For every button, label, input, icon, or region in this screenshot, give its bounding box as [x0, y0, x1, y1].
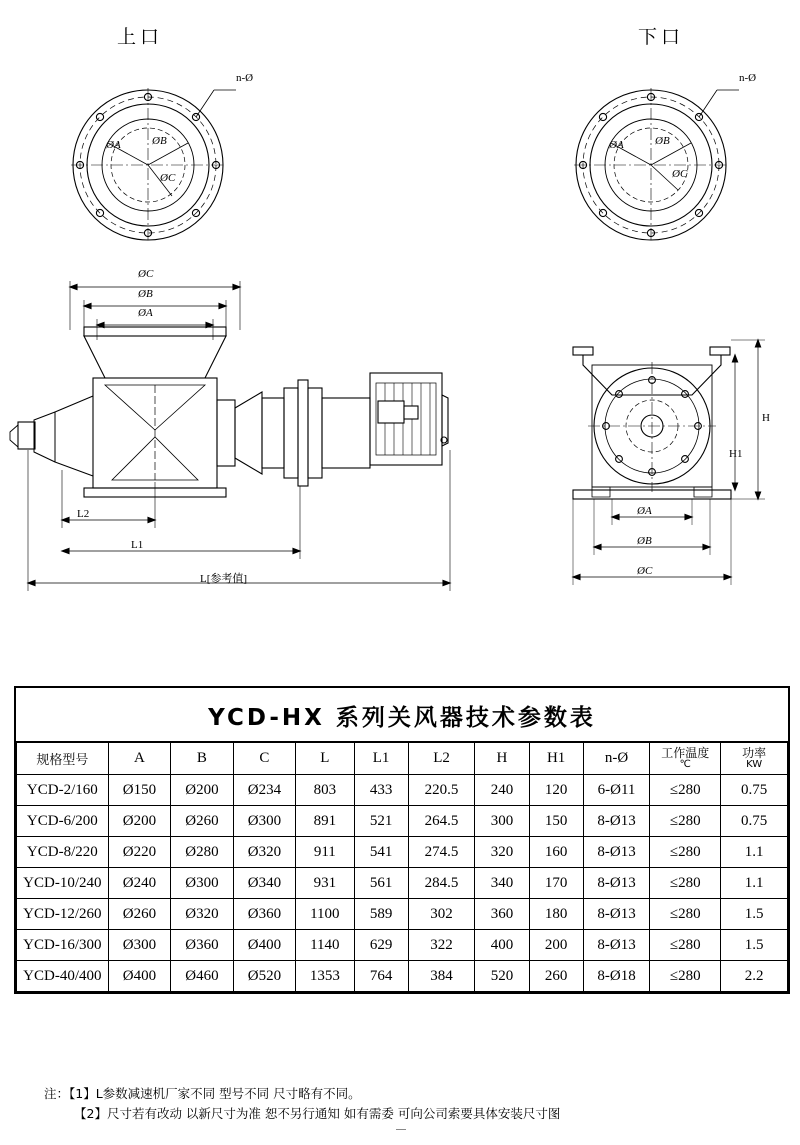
cell-l2: 302 [408, 899, 475, 930]
table-row [17, 837, 788, 868]
cell-c: Ø360 [233, 899, 296, 930]
cell-power: 1.5 [721, 899, 788, 930]
col-l1: L1 [354, 743, 408, 775]
dim-label-dia-c-front: ØC [138, 268, 154, 280]
dim-label-l: L[参考值] [200, 573, 248, 585]
label-dia-a-top: ØA [106, 139, 121, 151]
cell-c: Ø340 [233, 868, 296, 899]
cell-b: Ø280 [171, 837, 234, 868]
cell-n-phi: 8-Ø13 [583, 930, 650, 961]
dim-label-dia-a-front: ØA [138, 307, 153, 319]
cell-h1: 150 [529, 806, 583, 837]
spec-table [16, 688, 788, 992]
cell-model: YCD-12/260 [17, 899, 109, 930]
cell-a: Ø150 [108, 775, 171, 806]
label-dia-b-top: ØB [152, 135, 167, 147]
cell-b: Ø300 [171, 868, 234, 899]
cell-a: Ø220 [108, 837, 171, 868]
cell-l: 931 [296, 868, 354, 899]
col-power-unit: KW [746, 758, 763, 770]
col-power-stack [723, 747, 785, 770]
cell-a: Ø240 [108, 868, 171, 899]
dim-label-dia-b-side: ØB [637, 535, 652, 547]
cell-model: YCD-40/400 [17, 961, 109, 992]
cell-model: YCD-8/220 [17, 837, 109, 868]
col-h: H [475, 743, 529, 775]
cell-l2: 220.5 [408, 775, 475, 806]
col-model: 规格型号 [17, 743, 109, 775]
label-dia-b-bottom: ØB [655, 135, 670, 147]
cell-h1: 200 [529, 930, 583, 961]
table-row [17, 899, 788, 930]
cell-c: Ø234 [233, 775, 296, 806]
notes-line-2 [44, 1104, 560, 1124]
cell-l1: 764 [354, 961, 408, 992]
table-row [17, 775, 788, 806]
label-dia-a-bottom: ØA [609, 139, 624, 151]
col-c: C [233, 743, 296, 775]
cell-temp: ≤280 [650, 899, 721, 930]
cell-l: 891 [296, 806, 354, 837]
cell-power: 0.75 [721, 775, 788, 806]
notes-block [44, 1084, 560, 1124]
cell-h1: 120 [529, 775, 583, 806]
cell-h1: 180 [529, 899, 583, 930]
col-power-label: 功率 [742, 746, 767, 760]
cell-temp: ≤280 [650, 961, 721, 992]
cell-l: 1353 [296, 961, 354, 992]
cell-l: 1100 [296, 899, 354, 930]
dim-label-dia-b-front: ØB [138, 288, 153, 300]
table-row [17, 961, 788, 992]
cell-l: 1140 [296, 930, 354, 961]
dim-label-l1: L1 [131, 539, 144, 551]
cell-b: Ø320 [171, 899, 234, 930]
dim-label-dia-c-side: ØC [637, 565, 653, 577]
cell-n-phi: 8-Ø13 [583, 868, 650, 899]
cell-model: YCD-10/240 [17, 868, 109, 899]
cell-power: 0.75 [721, 806, 788, 837]
cell-n-phi: 8-Ø13 [583, 899, 650, 930]
cell-l1: 589 [354, 899, 408, 930]
cell-h: 240 [475, 775, 529, 806]
col-temp-label: 工作温度 [661, 746, 710, 760]
cell-c: Ø400 [233, 930, 296, 961]
table-row [17, 806, 788, 837]
cell-n-phi: 6-Ø11 [583, 775, 650, 806]
cell-a: Ø300 [108, 930, 171, 961]
cell-power: 1.1 [721, 868, 788, 899]
cell-l: 803 [296, 775, 354, 806]
dim-label-h1: H1 [729, 448, 743, 460]
view-title-top-inlet: 上口 [117, 26, 164, 48]
cell-n-phi: 8-Ø13 [583, 837, 650, 868]
cell-h: 520 [475, 961, 529, 992]
cell-n-phi: 8-Ø13 [583, 806, 650, 837]
cell-b: Ø260 [171, 806, 234, 837]
cell-b: Ø360 [171, 930, 234, 961]
cell-temp: ≤280 [650, 930, 721, 961]
cell-model: YCD-2/160 [17, 775, 109, 806]
cell-a: Ø260 [108, 899, 171, 930]
col-b: B [171, 743, 234, 775]
col-l2: L2 [408, 743, 475, 775]
cell-l1: 521 [354, 806, 408, 837]
spec-table-title: YCD-HX 系列关风器技术参数表 [16, 688, 788, 742]
col-power [721, 743, 788, 775]
cell-l: 911 [296, 837, 354, 868]
cell-h1: 260 [529, 961, 583, 992]
cell-c: Ø300 [233, 806, 296, 837]
col-l: L [296, 743, 354, 775]
cell-l1: 541 [354, 837, 408, 868]
cell-temp: ≤280 [650, 806, 721, 837]
spec-table-container [14, 686, 790, 994]
label-dia-c-top: ØC [160, 172, 176, 184]
cell-h: 400 [475, 930, 529, 961]
cell-l2: 384 [408, 961, 475, 992]
cell-l1: 433 [354, 775, 408, 806]
label-n-phi-bottom: n-Ø [739, 72, 757, 84]
cell-c: Ø520 [233, 961, 296, 992]
cell-c: Ø320 [233, 837, 296, 868]
notes-text-2: 【2】尺寸若有改动 以新尺寸为准 恕不另行通知 如有需委 可向公司索要具体安装尺寸图 [74, 1106, 561, 1121]
cell-power: 1.1 [721, 837, 788, 868]
view-title-bottom-outlet: 下口 [638, 26, 685, 48]
cell-h1: 170 [529, 868, 583, 899]
cell-n-phi: 8-Ø18 [583, 961, 650, 992]
cell-power: 2.2 [721, 961, 788, 992]
table-header-row [17, 743, 788, 775]
cell-model: YCD-16/300 [17, 930, 109, 961]
cell-a: Ø400 [108, 961, 171, 992]
cell-h: 340 [475, 868, 529, 899]
label-dia-c-bottom: ØC [672, 168, 688, 180]
dim-label-dia-a-side: ØA [637, 505, 652, 517]
table-body [17, 775, 788, 992]
notes-prefix: 注： [44, 1086, 70, 1101]
cell-temp: ≤280 [650, 868, 721, 899]
label-n-phi-top: n-Ø [236, 72, 254, 84]
notes-text-1: 【1】L参数减速机厂家不同 型号不同 尺寸略有不同。 [69, 1086, 361, 1101]
cell-b: Ø200 [171, 775, 234, 806]
cell-h: 300 [475, 806, 529, 837]
cell-b: Ø460 [171, 961, 234, 992]
cell-l2: 284.5 [408, 868, 475, 899]
table-row [17, 868, 788, 899]
cell-a: Ø200 [108, 806, 171, 837]
cell-temp: ≤280 [650, 837, 721, 868]
table-row [17, 930, 788, 961]
col-h1: H1 [529, 743, 583, 775]
col-a: A [108, 743, 171, 775]
cell-h: 360 [475, 899, 529, 930]
cell-temp: ≤280 [650, 775, 721, 806]
col-temp [650, 743, 721, 775]
cell-l1: 561 [354, 868, 408, 899]
col-temp-stack [652, 747, 718, 770]
cell-h: 320 [475, 837, 529, 868]
cell-h1: 160 [529, 837, 583, 868]
cell-l1: 629 [354, 930, 408, 961]
dim-label-h: H [762, 412, 770, 424]
dim-label-l2: L2 [77, 508, 90, 520]
cell-l2: 274.5 [408, 837, 475, 868]
cell-power: 1.5 [721, 930, 788, 961]
cell-l2: 322 [408, 930, 475, 961]
col-temp-unit: ℃ [679, 758, 691, 770]
col-n-phi: n-Ø [583, 743, 650, 775]
cell-l2: 264.5 [408, 806, 475, 837]
notes-line-1 [44, 1084, 560, 1104]
page-footer-mark [396, 1129, 406, 1130]
cell-model: YCD-6/200 [17, 806, 109, 837]
